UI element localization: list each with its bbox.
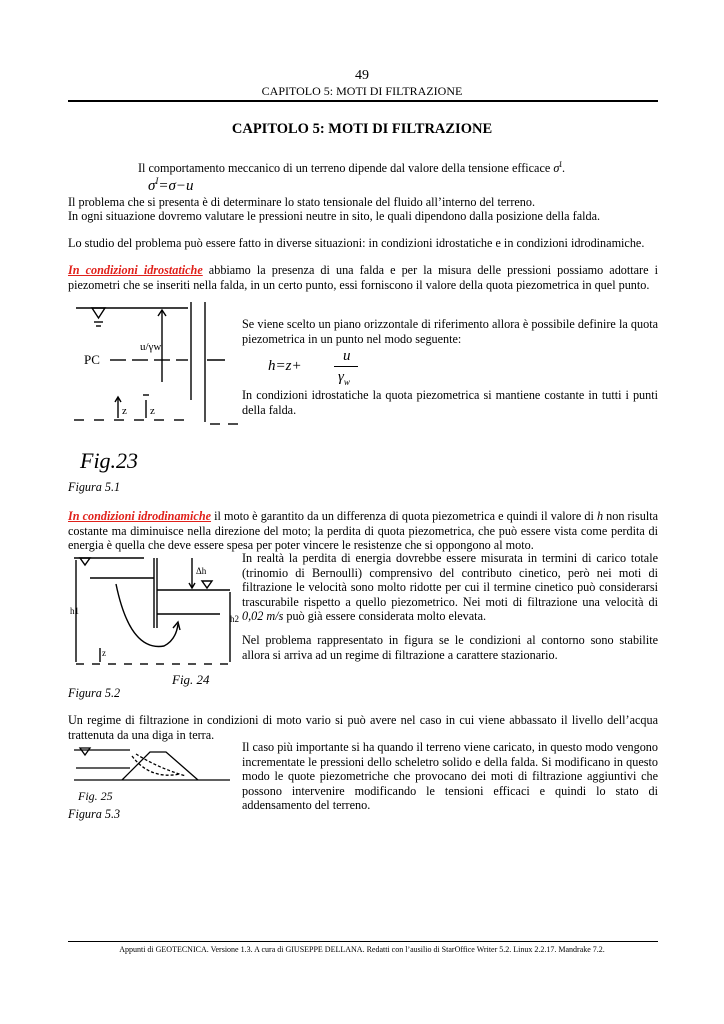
effective-stress-equation: $\sigma^I=\sigma-u$	[148, 176, 194, 194]
intro-line-4: Lo studio del problema può essere fatto in diverse situazioni: in condizioni idrostatiche e in condizioni idrodinamiche.	[68, 236, 645, 250]
fig52-z-label: z	[102, 648, 106, 658]
fig51-pc-label: PC	[84, 352, 100, 367]
moto-vario-side-text: Il caso più importante si ha quando il terreno viene caricato, in questo modo vengono incrementate le pressioni dello scheletro solido e della falda. Si modificano in questo modo le quote piezometriche che provocano dei moti di filtrazione aggiuntivi che possono intervenire modificando le tensioni efficaci e quindi lo stato di addensamento del terreno.	[242, 740, 658, 813]
idrostatiche-heading: In condizioni idrostatiche	[68, 263, 203, 277]
header-rule	[68, 100, 658, 102]
footer-rule	[68, 941, 658, 942]
figure-5-3-caption: Figura 5.3	[68, 807, 121, 821]
fig51-handwritten-label: Fig.23	[80, 448, 139, 473]
idrodinamiche-side-text-1: In realtà la perdita di energia dovrebbe essere misurata in termini di carico totale (trinomio di Bernoulli) comprensivo del contributo cinetico, però nei moti di filtrazione le velocità sono molto ridotte per cui il termine cinetico può considerarsi trascurabile rispetto a quello piezometrico. Nei moti di filtrazione una velocità di 0,02 m/s può già essere considerata molto elevata.	[242, 551, 658, 624]
fig52-dh-label: Δh	[196, 566, 207, 576]
idrostatiche-paragraph: In condizioni idrostatiche abbiamo la presenza di una falda e per la misura delle pressioni possiamo adottare i piezometri che se inseriti nella falda, in un certo punto, essi forniscono il valore della quota piezometrica in quel punto.	[68, 263, 658, 292]
intro-line-1: Il comportamento meccanico di un terreno dipende dal valore della tensione efficace $\sigma^I$.	[138, 160, 566, 176]
moto-vario-paragraph: Un regime di filtrazione in condizioni di moto vario si può avere nel caso in cui viene abbassato il livello dell’acqua trattenuta da una diga in terra.	[68, 713, 658, 742]
fig51-u-label: u/γw	[140, 341, 162, 353]
fig52-h2-label: h2	[230, 614, 239, 624]
idrostatiche-side-text-2: In condizioni idrostatiche la quota piezometrica si mantiene costante in tutti i punti della falda.	[242, 388, 658, 417]
footer-text: Appunti di GEOTECNICA. Versione 1.3. A cura di GIUSEPPE DELLANA. Redatti con l’ausilio di StarOffice Writer 5.2. Linux 2.2.17. Mandrake 7.2.	[119, 945, 605, 954]
idrodinamiche-heading: In condizioni idrodinamiche	[68, 509, 212, 523]
fig51-z1-label: z	[122, 405, 127, 417]
intro-line-2: Il problema che si presenta è di determinare lo stato tensionale del fluido all’interno del terreno.	[68, 195, 536, 209]
idrostatiche-side-text-1: Se viene scelto un piano orizzontale di riferimento allora è possibile definire la quota piezometrica in un punto nel modo seguente:	[242, 317, 658, 346]
fig52-handwritten-label: Fig. 24	[172, 672, 210, 687]
figure-5-2-caption: Figura 5.2	[68, 686, 121, 700]
page-number: 49	[355, 68, 369, 83]
fig52-h1-label: h1	[70, 606, 79, 616]
figure-5-1-sketch	[70, 302, 240, 474]
fig53-handwritten-label: Fig. 25	[78, 789, 113, 803]
idrodinamiche-paragraph: In condizioni idrodinamiche il moto è garantito da un differenza di quota piezometrica e quindi il valore di h non risulta costante ma diminuisce nella direzione del moto; la perdita di quota piezometrica, che può essere vista come perdita di energia è quella che deve essere spesa per poter vincere le resistenze che si oppongono al moto.	[68, 509, 658, 553]
figure-5-2-sketch	[70, 552, 242, 688]
idrodinamiche-side-text-2: Nel problema rappresentato in figura se le condizioni al contorno sono stabilite allora si arriva ad un regime di filtrazione a carattere stazionario.	[242, 633, 658, 662]
running-title: CAPITOLO 5: MOTI DI FILTRAZIONE	[261, 84, 463, 98]
fig51-z2-label: z	[150, 405, 155, 417]
intro-line-3: In ogni situazione dovremo valutare le pressioni neutre in sito, le quali dipendono dalla posizione della falda.	[68, 209, 601, 223]
chapter-title: CAPITOLO 5: MOTI DI FILTRAZIONE	[231, 121, 493, 137]
figure-5-3-sketch	[70, 744, 238, 808]
figure-5-1-caption: Figura 5.1	[68, 480, 121, 494]
